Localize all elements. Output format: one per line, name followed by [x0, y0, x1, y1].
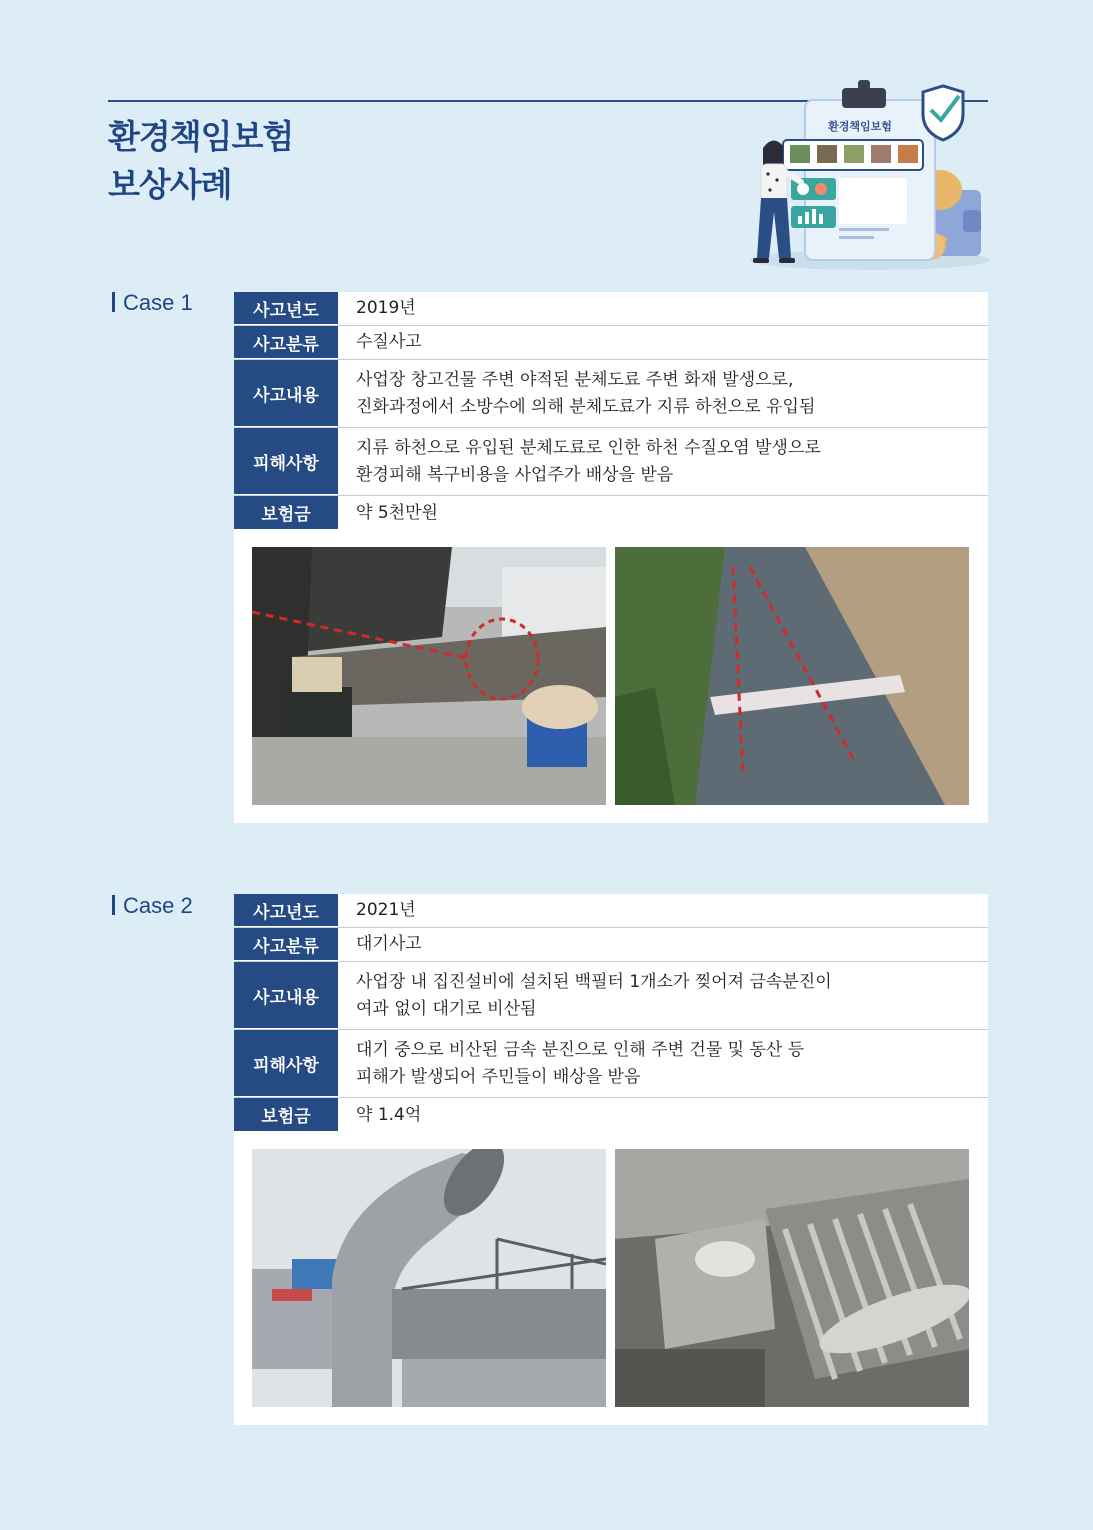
case-2-label [112, 893, 193, 919]
bag-filter-photo [615, 1149, 969, 1407]
insurance-illustration [735, 78, 990, 278]
row-value: 약 5천만원 [356, 502, 438, 523]
value-line: 피해가 발생되어 주민들이 배상을 받음 [356, 1066, 641, 1087]
stream-photo [615, 547, 969, 805]
row-value [338, 360, 988, 427]
case-2-photos [234, 1132, 988, 1425]
title-line-1: 환경책임보험 [108, 117, 294, 156]
row-key: 피해사항 [234, 1030, 338, 1097]
case-1-row-damage [234, 428, 988, 496]
row-value [338, 962, 988, 1029]
row-value: 대기사고 [356, 934, 422, 954]
case-2-row-damage [234, 1030, 988, 1098]
case-2-label-text: Case 2 [123, 893, 193, 918]
row-key: 보험금 [234, 1098, 338, 1132]
case-1-photos [234, 530, 988, 823]
row-key: 사고분류 [234, 326, 338, 359]
case-1-row-content [234, 360, 988, 428]
case-2-row-amount [234, 1098, 988, 1132]
illustration-label: 환경책임보험 [828, 120, 892, 133]
row-key: 사고년도 [234, 894, 338, 927]
row-key: 사고내용 [234, 360, 338, 427]
row-key: 보험금 [234, 496, 338, 530]
title-line-2: 보상사례 [108, 165, 232, 204]
row-value: 약 1.4억 [356, 1104, 422, 1125]
value-line: 진화과정에서 소방수에 의해 분체도료가 지류 하천으로 유입됨 [356, 396, 816, 417]
value-line: 환경피해 복구비용을 사업주가 배상을 받음 [356, 464, 674, 485]
case-1-row-year [234, 292, 988, 326]
case-2-card [234, 894, 988, 1425]
case-2-row-year [234, 894, 988, 928]
value-line: 대기 중으로 비산된 금속 분진으로 인해 주변 건물 및 동산 등 [356, 1039, 805, 1060]
page-title [108, 113, 293, 209]
case-1-label-text: Case 1 [123, 290, 193, 315]
row-value: 2019년 [356, 298, 416, 318]
fire-site-photo [252, 547, 606, 805]
case-marker-bar [112, 292, 115, 312]
row-value [338, 1030, 988, 1097]
value-line: 지류 하천으로 유입된 분체도료로 인한 하천 수질오염 발생으로 [356, 437, 821, 458]
row-value [338, 428, 988, 495]
row-key: 피해사항 [234, 428, 338, 495]
row-value: 2021년 [356, 900, 416, 920]
value-line: 여과 없이 대기로 비산됨 [356, 998, 537, 1019]
row-key: 사고년도 [234, 292, 338, 325]
row-key: 사고내용 [234, 962, 338, 1029]
value-line: 사업장 창고건물 주변 야적된 분체도료 주변 화재 발생으로, [356, 369, 794, 390]
case-1-label [112, 290, 193, 316]
duct-photo [252, 1149, 606, 1407]
row-value: 수질사고 [356, 332, 422, 352]
case-marker-bar [112, 895, 115, 915]
case-1-row-amount [234, 496, 988, 530]
case-1-row-category [234, 326, 988, 360]
case-2-row-category [234, 928, 988, 962]
case-2-row-content [234, 962, 988, 1030]
row-key: 사고분류 [234, 928, 338, 961]
value-line: 사업장 내 집진설비에 설치된 백필터 1개소가 찢어져 금속분진이 [356, 971, 832, 992]
case-1-card [234, 292, 988, 823]
